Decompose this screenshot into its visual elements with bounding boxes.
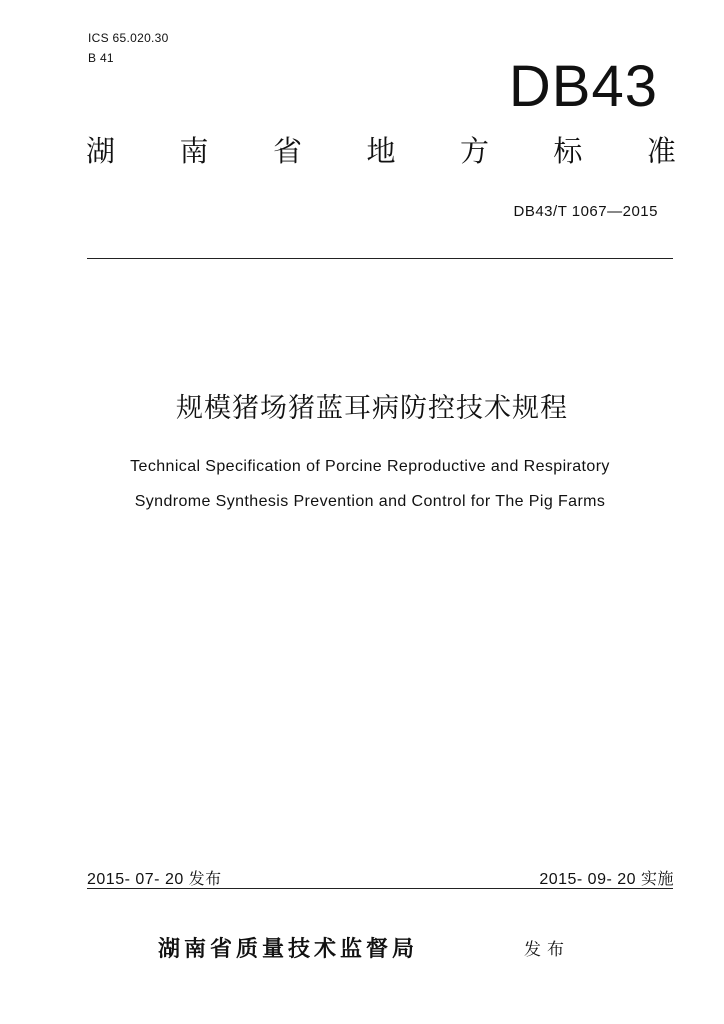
standard-number: DB43/T 1067—2015 — [513, 203, 658, 220]
top-divider — [87, 258, 673, 259]
implementation-date: 2015- 09- 20 实施 — [539, 871, 674, 888]
bottom-divider — [87, 888, 673, 889]
category-char: 湖 — [86, 134, 116, 168]
category-char: 南 — [179, 134, 209, 168]
issue-date: 2015- 07- 20 发布 — [87, 871, 222, 888]
ics-code: ICS 65.020.30 — [88, 31, 169, 45]
chinese-title: 规模猪场猪蓝耳病防控技术规程 — [176, 393, 568, 424]
classification-code: B 41 — [88, 51, 114, 65]
standard-category — [86, 134, 676, 168]
category-char: 省 — [272, 134, 302, 168]
standard-mark: DB43 — [508, 54, 658, 119]
category-char: 准 — [646, 134, 676, 168]
issuing-action: 发布 — [524, 940, 570, 960]
issuing-authority: 湖南省质量技术监督局 — [158, 937, 419, 962]
category-char: 方 — [459, 134, 489, 168]
english-title-line-2: Syndrome Synthesis Prevention and Control for The Pig Farms — [134, 493, 606, 510]
english-title-line-1: Technical Specification of Porcine Reproductive and Respiratory — [130, 458, 610, 475]
category-char: 标 — [553, 134, 583, 168]
category-char: 地 — [366, 134, 396, 168]
